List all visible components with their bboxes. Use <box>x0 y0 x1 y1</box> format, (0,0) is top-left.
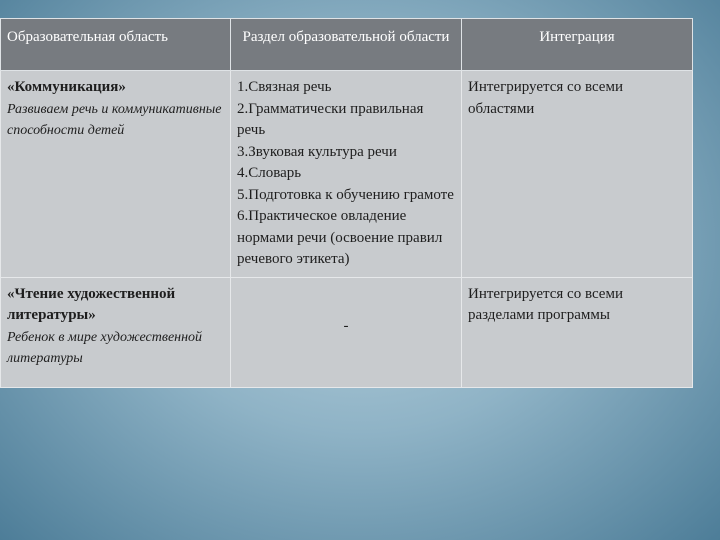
section-item: 5.Подготовка к обучению грамоте <box>237 186 454 203</box>
education-areas-table <box>0 18 693 388</box>
area-cell <box>1 71 231 278</box>
area-subtitle: Ребенок в мире художественной литературы <box>7 329 203 366</box>
table-row <box>1 71 693 278</box>
area-title: «Коммуникация» <box>7 79 126 95</box>
sections-cell <box>231 71 462 278</box>
empty-placeholder: - <box>343 317 349 334</box>
header-integration: Интеграция <box>462 19 693 71</box>
table-header-row <box>1 19 693 71</box>
header-education-area: Образовательная область <box>1 19 231 71</box>
section-item: 3.Звуковая культура речи <box>237 143 397 160</box>
section-item: 2.Грамматически правильная речь <box>237 100 424 138</box>
sections-cell <box>231 277 462 387</box>
section-item: 1.Связная речь <box>237 79 332 95</box>
area-title: «Чтение художественной литературы» <box>7 285 176 323</box>
integration-cell: Интегрируется со всеми областями <box>462 71 693 278</box>
section-item: 4.Словарь <box>237 165 302 181</box>
integration-cell: Интегрируется со всеми разделами программы <box>462 277 693 387</box>
table-row <box>1 277 693 387</box>
area-cell <box>1 277 231 387</box>
section-item: 6.Практическое овладение нормами речи (освоение правил речевого этикета) <box>237 208 443 267</box>
area-subtitle: Развиваем речь и коммуникативные способности детей <box>7 101 222 138</box>
header-area-section: Раздел образовательной области <box>231 19 462 71</box>
